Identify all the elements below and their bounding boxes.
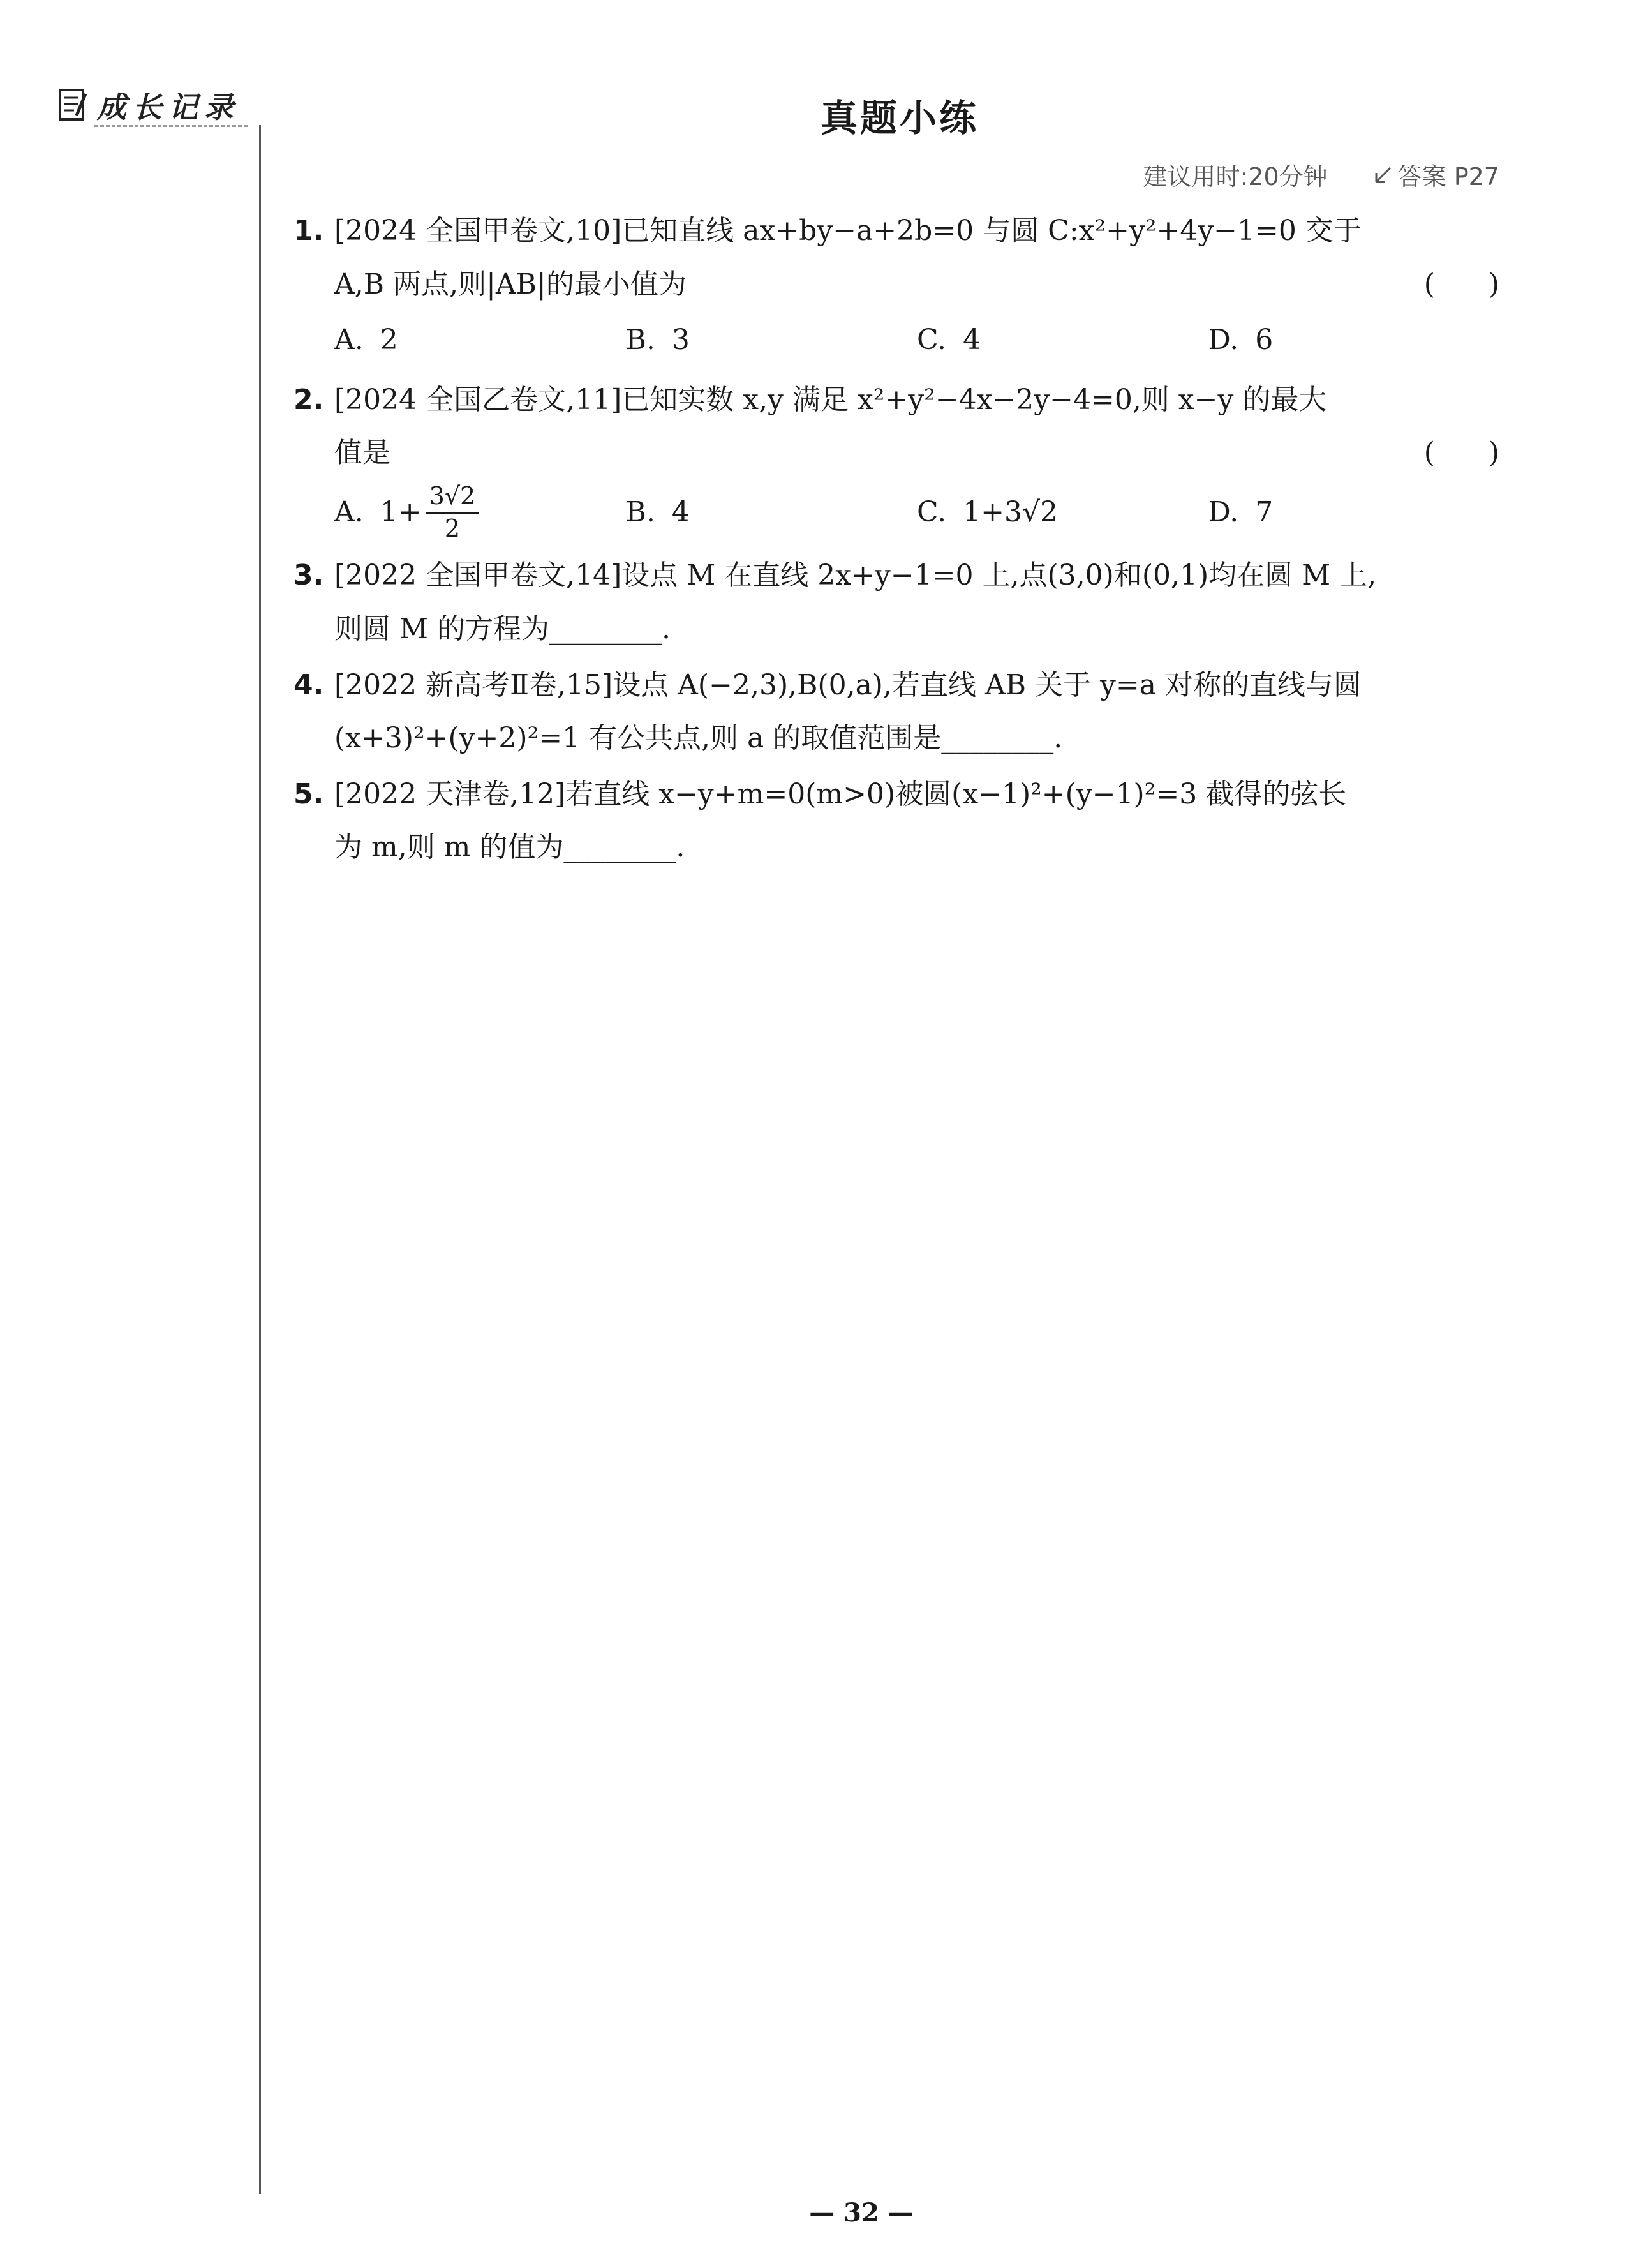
fraction-denominator: 2 bbox=[444, 514, 461, 542]
options-row bbox=[334, 482, 1499, 542]
answer-page: 答案 P27 bbox=[1397, 163, 1499, 191]
question-2 bbox=[293, 373, 1499, 543]
answer-reference bbox=[1372, 157, 1499, 192]
question-1 bbox=[293, 204, 1499, 367]
question-text: 值是 bbox=[334, 436, 390, 470]
question-number: 4. bbox=[293, 668, 324, 701]
question-5 bbox=[293, 768, 1499, 874]
question-text: [2024 全国甲卷文,10]已知直线 ax+by−a+2b=0 与圆 C:x²+y²+4y−1=0 交于 bbox=[334, 214, 1362, 247]
option-b: B. 3 bbox=[625, 324, 690, 357]
question-4 bbox=[293, 659, 1499, 765]
option-c: C. 1+3√2 bbox=[917, 496, 1058, 529]
question-text: (x+3)²+(y+2)²=1 有公共点,则 a 的取值范围是________. bbox=[334, 722, 1063, 755]
corner-arrow-icon bbox=[1372, 164, 1394, 186]
option-d: D. 7 bbox=[1208, 496, 1274, 529]
margin-rule bbox=[259, 125, 261, 2194]
question-number: 2. bbox=[293, 383, 324, 416]
notebook-pencil-icon bbox=[57, 87, 91, 123]
answer-parentheses: ( ) bbox=[1423, 436, 1499, 470]
page-number: — 32 — bbox=[809, 2198, 914, 2228]
question-number: 1. bbox=[293, 214, 324, 247]
option-b: B. 4 bbox=[625, 496, 690, 529]
answer-parentheses: ( ) bbox=[1423, 267, 1499, 301]
question-number: 5. bbox=[293, 777, 324, 810]
question-text: [2024 全国乙卷文,11]已知实数 x,y 满足 x²+y²−4x−2y−4=0,则 x−y 的最大 bbox=[334, 383, 1327, 416]
option-c: C. 4 bbox=[917, 324, 981, 357]
fraction-numerator: 3√2 bbox=[426, 482, 480, 514]
question-text: 为 m,则 m 的值为________. bbox=[334, 831, 685, 864]
options-row bbox=[334, 313, 1499, 367]
meta-row bbox=[1143, 157, 1499, 192]
question-text: [2022 天津卷,12]若直线 x−y+m=0(m>0)被圆(x−1)²+(y−1)²=3 截得的弦长 bbox=[334, 777, 1347, 810]
question-number: 3. bbox=[293, 559, 324, 592]
fraction bbox=[426, 482, 480, 542]
option-d: D. 6 bbox=[1208, 324, 1274, 357]
logo-underline bbox=[94, 125, 248, 127]
growth-record-logo bbox=[57, 84, 240, 126]
option-a: A. 1+ $\frac{3√2}{2}$ bbox=[334, 482, 626, 542]
question-3 bbox=[293, 549, 1499, 655]
question-text: [2022 新高考Ⅱ卷,15]设点 A(−2,3),B(0,a),若直线 AB 关于 y=a 对称的直线与圆 bbox=[334, 668, 1362, 701]
question-text: [2022 全国甲卷文,14]设点 M 在直线 2x+y−1=0 上,点(3,0)和(0,1)均在圆 M 上, bbox=[334, 559, 1377, 592]
option-a: A. 2 bbox=[334, 324, 398, 357]
question-text: 则圆 M 的方程为________. bbox=[334, 612, 671, 645]
question-list bbox=[293, 204, 1499, 877]
suggested-time: 建议用时:20分钟 bbox=[1143, 163, 1328, 191]
page-title: 真题小练 bbox=[820, 96, 979, 140]
question-text: A,B 两点,则|AB|的最小值为 bbox=[334, 267, 687, 301]
logo-text: 成长记录 bbox=[97, 90, 240, 124]
